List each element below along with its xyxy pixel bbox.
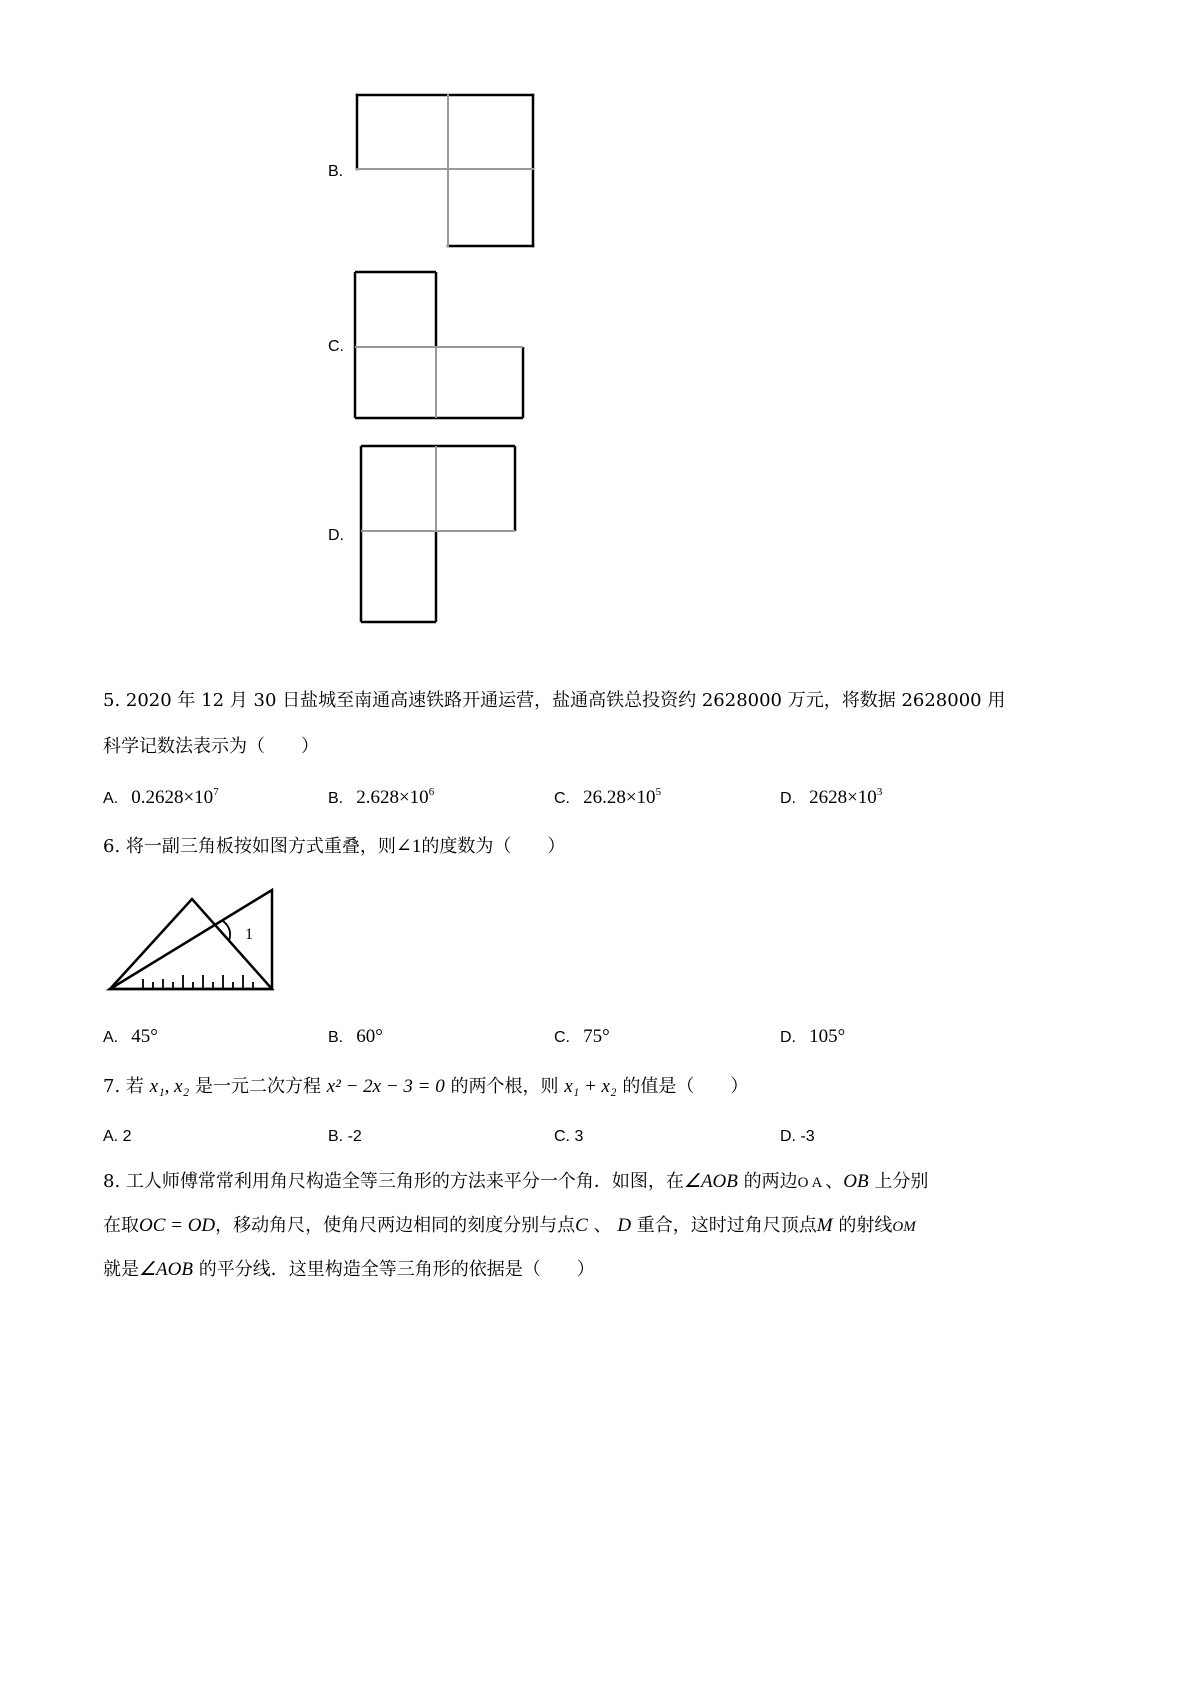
q5-option-c-mantissa: 26.28 bbox=[583, 787, 626, 808]
q6-option-d bbox=[780, 1026, 845, 1048]
q8-text-line2 bbox=[103, 1214, 916, 1239]
q8-segment-oa: OA bbox=[797, 1175, 826, 1191]
q5-option-d-mantissa: 2628 bbox=[809, 787, 848, 808]
q8-line3-part1: 就是 bbox=[103, 1259, 139, 1280]
q4-option-b-net bbox=[355, 93, 535, 249]
q5-option-c-times: ×10 bbox=[625, 787, 656, 808]
q8-equation-oc-od: OC = OD bbox=[139, 1215, 216, 1236]
q8-line2-sep: 、 bbox=[593, 1215, 612, 1236]
q8-point-c: C bbox=[575, 1215, 588, 1236]
q5-option-a-mantissa: 0.2628 bbox=[131, 787, 184, 808]
q6-option-d-value: 105° bbox=[809, 1026, 846, 1047]
q8-line1-sep: 、 bbox=[825, 1171, 844, 1192]
q5-option-b-times: ×10 bbox=[398, 787, 429, 808]
q8-text-line1 bbox=[103, 1170, 928, 1195]
q7-equation: x² − 2x − 3 = 0 bbox=[326, 1076, 445, 1097]
q8-line2-part1: 在取 bbox=[103, 1215, 139, 1236]
q8-text-line3 bbox=[103, 1258, 595, 1282]
q8-line1-part1: 8. 工人师傅常常利用角尺构造全等三角形的方法来平分一个角．如图，在 bbox=[103, 1171, 684, 1192]
q7-part3: 的两个根，则 bbox=[450, 1076, 559, 1097]
q6-text bbox=[103, 835, 565, 859]
q6-option-a-letter: A. bbox=[103, 1029, 119, 1046]
q7-roots: x₁, x₂ bbox=[149, 1076, 190, 1097]
q7-sum-expression: x₁ + x₂ bbox=[564, 1076, 617, 1097]
q8-line2-part2: ，移动角尺，使角尺两边相同的刻度分别与点 bbox=[215, 1215, 576, 1236]
q4-option-b-letter: B. bbox=[328, 163, 344, 180]
q5-option-b bbox=[328, 786, 434, 809]
q7-part2: 是一元二次方程 bbox=[194, 1076, 321, 1097]
q7-part4: 的值是（ ） bbox=[622, 1076, 749, 1097]
q7-option-d-letter: D. bbox=[780, 1128, 796, 1145]
q6-option-b-value: 60° bbox=[356, 1026, 383, 1047]
q8-line2-part3: 重合，这时过角尺顶点 bbox=[636, 1215, 817, 1236]
q6-prefix: 6. 将一副三角板按如图方式重叠，则 bbox=[103, 836, 396, 857]
q5-option-b-exp: 6 bbox=[428, 786, 435, 798]
q7-option-b-letter: B. bbox=[328, 1128, 344, 1145]
q5-text-line2: 科学记数法表示为（ ） bbox=[103, 736, 319, 757]
q8-angle-aob-2: ∠AOB bbox=[139, 1259, 193, 1280]
q4-option-c-letter: C. bbox=[328, 338, 344, 355]
q7-part1: 7. 若 bbox=[103, 1076, 144, 1097]
q8-point-m: M bbox=[816, 1215, 833, 1236]
q7-option-d-value: -3 bbox=[800, 1128, 815, 1145]
q6-option-c bbox=[554, 1026, 610, 1048]
q5-option-c bbox=[554, 786, 661, 809]
q5-option-a bbox=[103, 786, 219, 809]
q7-option-a bbox=[103, 1128, 131, 1146]
q8-line3-part2: 的平分线．这里构造全等三角形的依据是（ ） bbox=[198, 1259, 595, 1280]
q5-option-c-exp: 5 bbox=[655, 786, 662, 798]
q7-option-c-value: 3 bbox=[574, 1128, 584, 1145]
q5-option-c-letter: C. bbox=[554, 790, 570, 807]
q5-option-a-exp: 7 bbox=[213, 786, 219, 798]
q6-option-b bbox=[328, 1026, 383, 1048]
q8-ray-om: OM bbox=[892, 1219, 916, 1235]
q5-option-d-exp: 3 bbox=[876, 786, 883, 798]
q7-option-c bbox=[554, 1128, 583, 1146]
q8-line1-part3: 上分别 bbox=[874, 1171, 929, 1192]
q8-angle-aob: ∠AOB bbox=[683, 1171, 738, 1192]
q7-option-b bbox=[328, 1128, 362, 1146]
q6-figure-ruler-ticks bbox=[143, 975, 253, 989]
q4-option-d-letter: D. bbox=[328, 527, 344, 544]
q6-option-a-value: 45° bbox=[131, 1026, 158, 1047]
q6-figure-set-squares bbox=[105, 885, 280, 999]
q7-option-c-letter: C. bbox=[554, 1128, 570, 1145]
q6-option-c-letter: C. bbox=[554, 1029, 570, 1046]
q5-option-d-times: ×10 bbox=[847, 787, 877, 808]
q5-option-a-letter: A. bbox=[103, 790, 119, 807]
q6-figure-angle-label: 1 bbox=[245, 926, 253, 943]
q8-line2-part4: 的射线 bbox=[838, 1215, 893, 1236]
q5-option-b-mantissa: 2.628 bbox=[356, 787, 399, 808]
q7-option-d bbox=[780, 1128, 815, 1146]
q5-text-line1: 5. 2020 年 12 月 30 日盐城至南通高速铁路开通运营，盐通高铁总投资约 2628000 万元，将数据 2628000 用 bbox=[103, 690, 1006, 711]
q6-option-d-letter: D. bbox=[780, 1029, 796, 1046]
q6-option-c-value: 75° bbox=[583, 1026, 610, 1047]
q5-option-b-letter: B. bbox=[328, 790, 344, 807]
q6-option-a bbox=[103, 1026, 158, 1048]
q5-option-d-letter: D. bbox=[780, 790, 796, 807]
q8-segment-ob: OB bbox=[843, 1171, 869, 1192]
q5-option-d bbox=[780, 786, 882, 809]
q8-point-d: D bbox=[617, 1215, 632, 1236]
q4-option-d-net bbox=[359, 444, 517, 624]
q8-line1-part2: 的两边 bbox=[743, 1171, 798, 1192]
q7-option-b-value: -2 bbox=[347, 1128, 362, 1145]
q7-option-a-letter: A. bbox=[103, 1128, 119, 1145]
q6-angle: ∠1 bbox=[395, 836, 422, 857]
q6-option-b-letter: B. bbox=[328, 1029, 344, 1046]
q7-option-a-value: 2 bbox=[122, 1128, 132, 1145]
q7-text bbox=[103, 1075, 748, 1099]
q5-option-a-times: ×10 bbox=[183, 787, 214, 808]
q6-suffix: 的度数为（ ） bbox=[421, 836, 566, 857]
q4-option-c-net bbox=[353, 270, 525, 420]
